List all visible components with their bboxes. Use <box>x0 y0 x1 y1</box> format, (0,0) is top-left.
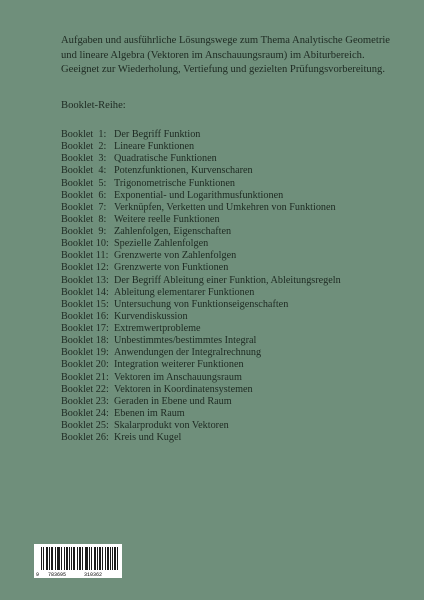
barcode-bar <box>95 547 96 570</box>
booklet-item <box>61 178 341 190</box>
booklet-number: Booklet 17: <box>61 323 109 334</box>
booklet-number: Booklet 12: <box>61 262 109 274</box>
booklet-number: Booklet 4: <box>61 165 107 177</box>
booklet-item <box>61 372 341 384</box>
booklet-number: Booklet 6: <box>61 189 107 201</box>
isbn-barcode <box>34 544 122 578</box>
barcode-digits-left: 783695 <box>48 572 67 578</box>
booklet-item <box>61 335 341 347</box>
booklet-title: Anwendungen der Integralrechnung <box>114 347 262 359</box>
barcode-bar <box>51 547 52 570</box>
barcode-bar <box>115 547 116 570</box>
booklet-title: Kreis und Kugel <box>114 432 182 444</box>
booklet-number: Booklet 19: <box>61 347 109 359</box>
booklet-item <box>61 262 341 274</box>
barcode-bar <box>47 547 48 570</box>
booklet-number: Booklet 1: <box>61 129 107 140</box>
barcode-bar <box>59 547 60 570</box>
barcode-bar <box>41 547 42 570</box>
booklet-number: Booklet 18: <box>61 335 109 347</box>
booklet-item <box>61 165 341 177</box>
booklet-title: Lineare Funktionen <box>114 141 195 153</box>
booklet-item <box>61 238 341 250</box>
barcode-bar <box>85 547 86 570</box>
booklet-item <box>61 408 341 420</box>
booklet-number: Booklet 20: <box>61 359 109 371</box>
booklet-title: Verknüpfen, Verketten und Umkehren von Funktionen <box>114 201 336 213</box>
barcode-bar <box>52 547 53 570</box>
booklet-title: Grenzwerte von Zahlenfolgen <box>114 250 237 262</box>
barcode-bar <box>114 547 115 570</box>
booklet-number: Booklet 5: <box>61 177 107 189</box>
barcode-bar <box>102 547 103 570</box>
booklet-item <box>61 347 341 359</box>
booklet-number: Booklet 8: <box>61 213 107 225</box>
booklet-number: Booklet 11: <box>61 250 109 262</box>
booklet-title: Der Begriff Ableitung einer Funktion, Ableitungsregeln <box>114 274 341 286</box>
booklet-number: Booklet 14: <box>61 286 109 298</box>
booklet-number: Booklet 15: <box>61 298 109 310</box>
barcode-bar <box>108 547 109 570</box>
booklet-item <box>61 214 341 226</box>
barcode-bar <box>97 547 98 570</box>
barcode-bar <box>117 547 118 570</box>
booklet-item <box>61 396 341 408</box>
barcode-bar <box>82 547 83 570</box>
booklet-number: Booklet 25: <box>61 420 109 431</box>
booklet-title: Ableitung elementarer Funktionen <box>114 286 255 298</box>
barcode-bar <box>71 547 72 570</box>
booklet-item <box>61 287 341 299</box>
barcode-bar <box>86 547 87 570</box>
booklet-item <box>61 190 341 202</box>
booklet-title: Skalarprodukt von Vektoren <box>114 420 229 431</box>
booklet-title: Grenzwerte von Funktionen <box>114 262 229 274</box>
booklet-item <box>61 141 341 153</box>
booklet-title: Spezielle Zahlenfolgen <box>114 238 209 250</box>
booklet-number: Booklet 7: <box>61 201 107 213</box>
barcode-bar <box>57 547 58 570</box>
booklet-number: Booklet 24: <box>61 407 109 419</box>
booklet-item <box>61 359 341 371</box>
barcode-bar <box>91 547 92 570</box>
booklet-number: Booklet 9: <box>61 226 107 237</box>
barcode-bar <box>107 547 108 570</box>
barcode-bar <box>77 547 78 570</box>
booklet-number: Booklet 13: <box>61 274 109 286</box>
booklet-title: Ebenen im Raum <box>114 407 185 419</box>
barcode-bar <box>112 547 113 570</box>
booklet-number: Booklet 23: <box>61 395 109 407</box>
booklet-item <box>61 420 341 432</box>
booklet-title: Quadratische Funktionen <box>114 153 217 165</box>
booklet-item <box>61 275 341 287</box>
barcode-digit-prefix: 9 <box>36 572 40 578</box>
barcode-bar <box>80 547 81 570</box>
booklet-item <box>61 129 341 141</box>
booklet-item <box>61 323 341 335</box>
description-text: Aufgaben und ausführliche Lösungswege zum Thema Analytische Geometrie und lineare Algebra (Vektoren im Anschauungsraum) im Abiturbereich. Geeignet zur Wiederholung, Vertiefung und gezielten Prüfungsvorbereitung. <box>61 35 390 76</box>
barcode-bar <box>89 547 90 570</box>
barcode-bar <box>58 547 59 570</box>
booklet-title: Integration weiterer Funktionen <box>114 359 244 371</box>
booklet-item <box>61 226 341 238</box>
barcode-bar <box>61 547 62 570</box>
booklet-number: Booklet 10: <box>61 238 109 250</box>
barcode-bar <box>55 547 56 570</box>
booklet-title: Exponential- und Logarithmusfunktionen <box>114 189 284 201</box>
booklet-number: Booklet 3: <box>61 153 107 165</box>
booklet-title: Weitere reelle Funktionen <box>114 213 220 225</box>
booklet-item <box>61 299 341 311</box>
barcode-bar <box>100 547 101 570</box>
barcode-digits-right: 310362 <box>84 572 103 578</box>
barcode-bar <box>69 547 70 570</box>
barcode-bar <box>49 547 50 570</box>
booklet-number: Booklet 2: <box>61 141 107 153</box>
barcode-bar <box>99 547 100 570</box>
barcode-bar <box>105 547 106 570</box>
booklet-number: Booklet 26: <box>61 432 109 444</box>
booklet-item <box>61 311 341 323</box>
barcode-bar <box>110 547 111 570</box>
booklet-title: Trigonometrische Funktionen <box>114 177 236 189</box>
booklet-number: Booklet 16: <box>61 310 109 322</box>
booklet-title: Kurvendiskussion <box>114 310 188 322</box>
barcode-bar <box>66 547 67 570</box>
barcode-bar <box>64 547 65 570</box>
booklet-item <box>61 202 341 214</box>
booklet-title: Der Begriff Funktion <box>114 129 201 140</box>
barcode-bar <box>67 547 68 570</box>
booklet-title: Vektoren in Koordinatensystemen <box>114 383 253 395</box>
booklet-title: Zahlenfolgen, Eigenschaften <box>114 226 232 237</box>
barcode-bar <box>43 547 44 570</box>
barcode-bar <box>73 547 74 570</box>
booklet-title: Potenzfunktionen, Kurvenscharen <box>114 165 253 177</box>
booklet-title: Untersuchung von Funktionseigenschaften <box>114 298 289 310</box>
booklet-title: Vektoren im Anschauungsraum <box>114 371 242 383</box>
booklet-title: Unbestimmtes/bestimmtes Integral <box>114 335 257 347</box>
barcode-bar <box>94 547 95 570</box>
barcode-graphic <box>34 544 122 578</box>
booklet-title: Geraden in Ebene und Raum <box>114 395 232 407</box>
booklet-item <box>61 250 341 262</box>
booklet-number: Booklet 22: <box>61 383 109 395</box>
series-heading: Booklet-Reihe: <box>61 100 126 111</box>
booklet-item <box>61 432 341 444</box>
booklet-item <box>61 384 341 396</box>
booklet-list <box>61 129 341 444</box>
barcode-bar <box>46 547 47 570</box>
booklet-number: Booklet 21: <box>61 371 109 383</box>
booklet-item <box>61 153 341 165</box>
booklet-title: Extremwertprobleme <box>114 323 201 334</box>
barcode-bar <box>79 547 80 570</box>
barcode-bar <box>74 547 75 570</box>
barcode-bar <box>87 547 88 570</box>
